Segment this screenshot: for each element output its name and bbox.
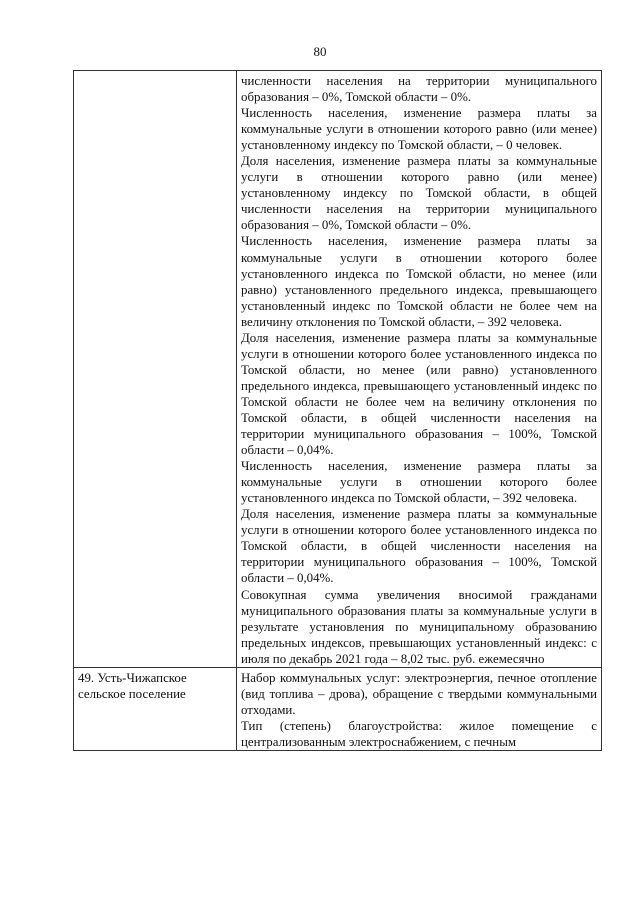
- description-cell: [237, 71, 602, 668]
- paragraph: Численность населения, изменение размера платы за коммунальные услуги в отношении которого более установленного индекса по Томской области, но менее (или равно) установленного предельного индекса, превышающего установленный индекс по Томской области не более чем на величину отклонения по Томской области, – 392 человека.: [241, 234, 597, 329]
- paragraph: Численность населения, изменение размера платы за коммунальные услуги в отношении которого более установленного индекса по Томской области, – 392 человека.: [241, 459, 597, 506]
- paragraph: Тип (степень) благоустройства: жилое помещение с централизованным электроснабжением, с печным: [241, 718, 597, 749]
- paragraph: Доля населения, изменение размера платы за коммунальные услуги в отношении которого более установленного индекса по Томской области, в общей численности населения на территории муниципального образования – 100%, Томской области – 0,04%.: [241, 507, 597, 586]
- paragraph: численности населения на территории муниципального образования – 0%, Томской области – 0%.: [241, 74, 597, 105]
- page-number: 80: [313, 44, 327, 59]
- table-row: [74, 667, 602, 750]
- paragraph: Совокупная сумма увеличения вносимой гражданами муниципального образования платы за коммунальные услуги в результате установления по муниципальному образованию предельных индексов, превышающих установленный индекс: с июля по декабрь 2021 года – 8,02 тыс. руб. ежемесячно: [241, 587, 597, 666]
- paragraph: Численность населения, изменение размера платы за коммунальные услуги в отношении которого равно (или менее) установленному индексу по Томской области, – 0 человек.: [241, 106, 597, 153]
- municipality-cell: [74, 71, 237, 668]
- municipality-table: [73, 70, 602, 751]
- paragraph: Набор коммунальных услуг: электроэнергия, печное отопление (вид топлива – дрова), обращение с твердыми коммунальными отходами.: [241, 670, 597, 717]
- table-row: [74, 71, 602, 668]
- paragraph: Доля населения, изменение размера платы за коммунальные услуги в отношении которого более установленного индекса по Томской области, но менее (или равно) установленного предельного индекса, превышающего установленный индекс по Томской области не более чем на величину отклонения по Томской области, в общей численности населения на территории муниципального образования – 100%, Томской области – 0,04%.: [241, 330, 597, 458]
- municipality-cell: 49. Усть-Чижапское сельское поселение: [74, 667, 237, 750]
- paragraph: Доля населения, изменение размера платы за коммунальные услуги в отношении которого равно (или менее) установленному индексу по Томской области, в общей численности населения на территории муниципального образования – 0%, Томской области – 0%.: [241, 154, 597, 233]
- description-cell: [237, 667, 602, 750]
